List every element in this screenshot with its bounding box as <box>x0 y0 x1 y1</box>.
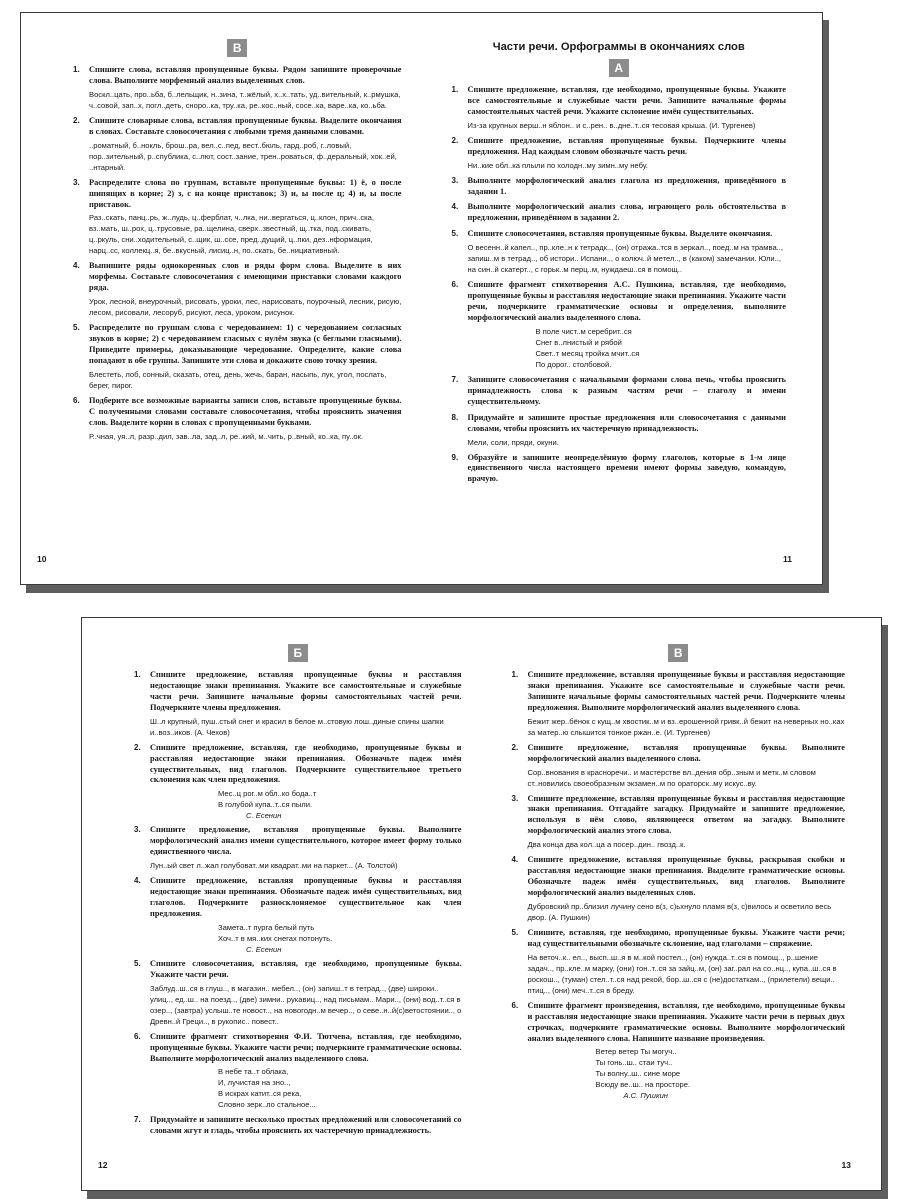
task-instruction: Спишите предложение, вставляя пропущенные буквы и расставляя недостающие знаки препинания. Обозначьте падеж имён существительных, вид глаголов. Подчеркните разносклоняемое существительное как член предложения. <box>150 876 462 918</box>
task-body <box>468 375 787 408</box>
task-body <box>89 178 402 257</box>
page-number: 12 <box>98 1160 108 1170</box>
task-body <box>528 670 846 738</box>
task-number: 9. <box>451 452 459 462</box>
poem-line: И, лучистая на зно.., <box>218 1078 291 1088</box>
task-content: Лун..ый свет л..жал голубоват..ми квадрат..ми на паркет... (А. Толстой) <box>150 861 398 871</box>
poem-fragment <box>596 1046 846 1090</box>
task-number: 1. <box>134 670 141 679</box>
task-instruction: Спишите предложение, вставляя пропущенные буквы. Выполните морфологический анализ имени существительного, которое имеет форму только единственного числа. <box>150 825 462 857</box>
task-item <box>452 453 787 486</box>
task-number: 6. <box>73 395 80 405</box>
page-13 <box>482 618 882 1190</box>
task-body <box>468 85 787 131</box>
page-12 <box>82 618 482 1190</box>
level-badge: В <box>227 39 247 57</box>
task-body <box>150 1032 462 1111</box>
task-item <box>512 1001 846 1101</box>
task-item <box>452 375 787 408</box>
task-content: Из-за крупных верш..н яблон.. и с..рен.. в..дне..т..ся тесовая крыша. (И. Тургенев) <box>467 120 756 130</box>
poem-line: Всюду ве..ш.. на просторе. <box>595 1080 691 1090</box>
task-instruction: Спишите слова, вставляя пропущенные буквы. Рядом запишите проверочные слова. Выполните морфемный анализ выделенных слов. <box>89 65 402 85</box>
poem-line: Замета..т пурга белый путь <box>218 922 315 932</box>
task-instruction: Выполните морфологический анализ слова, играющего роль обстоятельства в предложении, приведённом в задании 2. <box>467 202 786 223</box>
task-number: 3. <box>511 793 519 803</box>
task-item <box>452 136 787 171</box>
task-body <box>89 116 402 173</box>
task-number: 3. <box>73 177 80 187</box>
task-content: Бежит жер..бёнок с кущ..м хвостик..м и вз..ерошенной гривк..й бежит на неверных но..ках за матер..ю слышится тонкое ржан..е. (И. Тургенев) <box>527 716 845 737</box>
task-number: 4. <box>134 876 141 886</box>
task-number: 5. <box>451 229 459 239</box>
task-body <box>150 876 462 954</box>
task-number: 2. <box>511 742 519 752</box>
task-number: 2. <box>73 115 80 125</box>
task-item <box>134 670 462 738</box>
task-number: 5. <box>134 958 141 968</box>
task-body <box>150 743 462 821</box>
poem-fragment <box>536 326 787 370</box>
task-instruction: Распределите слова по группам, вставьте пропущенные буквы: 1) ё, о после шипящих в корне; 2) з, с на конце приставок; 3) и, ы после ц; 4) и, ы после приставок. <box>89 177 402 209</box>
top-page-spread <box>20 12 823 585</box>
task-content: Урок, лесной, внеурочный, рисовать, уроки, лес, нарисовать, поурочный, лесник, рисую, лесом, рисовали, лесоруб, рисуют, леса, уроком, рисунок. <box>89 297 402 318</box>
poem-line: Словно зерк..ло стальное... <box>218 1100 316 1110</box>
task-instruction: Спишите предложение, вставляя пропущенные буквы. Выполните морфологический анализ выделенного слова. <box>527 742 845 763</box>
task-content: Р..чная, уя..л, разр..дил, зав..ла, зад..л, ре..кий, м..чить, р..вный, ко..ка, пу..ок. <box>89 431 364 441</box>
task-instruction: Спишите, вставляя, где необходимо, пропущенные буквы. Укажите части речи; над существительными обозначьте склонение, над глаголами – спряжение. <box>527 927 845 948</box>
task-content: Ни..кие обл..ка плыли по холодн..му зимн..му небу. <box>467 160 648 170</box>
task-instruction: Выполните морфологический анализ глагола из предложения, приведённого в задании 1. <box>467 175 786 196</box>
task-number: 7. <box>451 374 459 384</box>
task-body <box>528 794 846 851</box>
task-item <box>452 202 787 224</box>
task-instruction: Спишите словосочетания, вставляя, где необходимо, пропущенные буквы. Укажите части речи. <box>150 958 462 979</box>
task-number: 1. <box>511 670 519 679</box>
task-number: 5. <box>73 323 80 333</box>
task-instruction: Спишите словарные слова, вставляя пропущенные буквы. Выделите окончания в словах. Составьте словосочетания с любыми тремя данными словами. <box>89 115 402 136</box>
poem-attribution: А.С. Пушкин <box>623 1091 668 1101</box>
task-body <box>528 743 846 789</box>
page-number: 10 <box>37 554 47 564</box>
poem-fragment <box>218 1066 462 1110</box>
poem-line: Мес..ц рог..м обл..ко бода..т <box>218 789 317 799</box>
task-content: Заблуд..ш..ся в глуш.., в магазин.. мебел.., (он) запиш..т в тетрад.., (две) широки.. улиц.., ед..ш.. на поезд.., (две) зимни.. рукавиц.., над письмам.. Мари.., (они) вод..т..ся в озер.., (завтра) услыш..те новост.., на новогодн..м вечер.., о севе..н..й(с)ветостоянии.., о Древн..й Греци.., в рукопис.. повест.. <box>150 983 462 1026</box>
task-number: 5. <box>511 927 519 937</box>
task-item <box>452 280 787 370</box>
level-badge: В <box>668 644 688 662</box>
task-item <box>134 1032 462 1111</box>
task-item <box>134 876 462 954</box>
task-body <box>468 453 787 486</box>
poem-line: В небе та..т облака, <box>218 1067 289 1077</box>
task-body <box>528 855 846 923</box>
task-number: 7. <box>134 1115 141 1125</box>
task-instruction: Придумайте и запишите простые предложения или словосочетания с данными словами, чтобы прояснить их частеречную принадлежность. <box>467 412 786 433</box>
task-number: 6. <box>511 1000 519 1010</box>
task-instruction: Спишите предложение, вставляя пропущенные буквы. Подчеркните члены предложения. Над каждым словом обозначьте часть речи. <box>467 135 786 156</box>
task-body <box>528 1001 846 1101</box>
task-body <box>150 825 462 871</box>
task-instruction: Спишите фрагмент произведения, вставляя, где необходимо, пропущенные буквы и расставляя недостающие знаки препинания. Укажите части речи в первых двух строчках, подчеркните грамматические основы. Выполните морфологический анализ выделенного слова. Напишите название произведения. <box>527 1000 845 1043</box>
task-number: 1. <box>73 65 80 74</box>
poem-line: Свет..т месяц тройка мчит..ся <box>535 348 640 358</box>
task-content: Два конца два кол..ца а посер..дин.. гвозд..к. <box>527 840 686 850</box>
page-number: 13 <box>841 1160 851 1170</box>
task-instruction: Спишите предложение, вставляя пропущенные буквы и расставляя недостающие знаки препинания. Отгадайте загадку. Придумайте и запишите предложение, используя в нём слово, являющееся ответом на загадку. Выполните морфологический анализ этого слова. <box>527 793 845 836</box>
task-item <box>73 116 402 173</box>
task-number: 6. <box>134 1031 141 1041</box>
task-number: 4. <box>451 202 459 212</box>
task-body <box>468 413 787 448</box>
poem-line: Ветер ветер Ты могуч.. <box>595 1047 677 1057</box>
task-instruction: Спишите предложение, вставляя, где необходимо, пропущенные буквы и расставляя недостающие знаки препинания. Обозначьте падеж имён существительных, вид глаголов. Подчеркните существительное третьего склонения как член предложения. <box>150 742 462 785</box>
task-content: ..роматный, б..нокль, брош..ра, вел..с..пед, вест..бюль, гард..роб, г..ловый, пор..зительный, р..спублика, с..лют, сост..зание, трен..роваться, ф..деральный, хок..ей, ..нтарный. <box>89 140 397 172</box>
poem-line: По дорог.. столбовой. <box>535 359 612 369</box>
task-body <box>468 136 787 171</box>
task-item <box>73 178 402 257</box>
task-body <box>528 928 846 996</box>
task-content: Блестеть, лоб, сонный, сказать, отец, день, жечь, баран, насыпь, лук, угол, послать, берег, пирог. <box>89 369 387 390</box>
task-content: На веточ..к.. ел.., высп..ш..я в м..кой постел.., (он) нужда..т..ся в помощ.., р..шение задач.., пр..кле..м марку, (они) гон..т..ся за зайц..м, (он) заг..рал на со..нц.., купа..ш..ся в роскош.., (туман) стел..т..ся над рекой, бор..ш..ся с (не)достаткам.., (прилетели) вещи.. птиц.., (они) меч..т..ся в бреду. <box>527 952 837 995</box>
task-content: Мели, соли, пряди, окуни. <box>467 437 559 447</box>
task-item <box>134 959 462 1027</box>
task-item <box>512 794 846 851</box>
bottom-page-spread <box>81 617 882 1191</box>
task-item <box>73 65 402 111</box>
task-number: 1. <box>451 85 459 94</box>
task-item <box>134 1115 462 1137</box>
task-item <box>452 176 787 198</box>
task-number: 6. <box>451 280 459 290</box>
poem-line: В искрах катит..ся река, <box>218 1089 302 1099</box>
task-body <box>468 202 787 224</box>
page-11 <box>422 13 823 584</box>
task-instruction: Подберите все возможные варианты записи слов, вставьте пропущенные буквы. С полученными словами составьте словосочетания, чтобы прояснить значения слов. Выделите корни в словах с пропущенными буквами. <box>89 395 402 427</box>
task-number: 3. <box>134 825 141 835</box>
task-number: 4. <box>73 261 80 271</box>
task-instruction: Спишите предложение, вставляя пропущенные буквы, раскрывая скобки и расставляя недостающие знаки препинания. Выделите грамматические основы. Обозначьте падеж имён существительных, вид глаголов. Выполните морфологический анализ выделенных слов. <box>527 855 845 897</box>
task-body <box>468 176 787 198</box>
task-content: Раз..скать, панц..рь, ж..лудь, ц..ферблат, ч..лка, ни..вергаться, ц..клон, прич..ска, вз..мать, ш..рох, ц..трусовые, ра..щелина, сверх..звестный, щ..тка, под..скивать, ц..ркуль, сни..ходительный, с..щик, ш..ссе, пред..дущий, ц..пки, дез..нформация, нарц..сс, коллекц..я, бе..вкусный, лисиц..н, по..скать, бе..нициативный. <box>89 213 374 256</box>
task-instruction: Спишите словосочетания, вставляя пропущенные буквы. Выделите окончания. <box>467 229 773 239</box>
task-item <box>73 261 402 318</box>
task-content: Воскл..цать, про..ьба, б..лельщик, н..зина, т..жёлый, х..х..тать, уд..вительный, к..рмушка, ч..совой, зап..х, погл..деть, сноро..ка, тру..ка, ре..кос..ный, сосе..ка, варе..ка, ко..ьба. <box>89 89 401 110</box>
poem-attribution: С. Есенин <box>246 811 282 821</box>
task-item <box>134 743 462 821</box>
poem-fragment <box>218 922 462 944</box>
task-content: Сор..внования в красноречи.. и мастерстве вл..дения обр..зным и метк..м словом ст..новились своеобразным экзамен..м по ораторск..му искус..ву. <box>527 767 816 788</box>
page-10 <box>21 13 422 584</box>
page-title: Части речи. Орфограммы в окончаниях слов <box>492 41 745 53</box>
task-body <box>468 229 787 275</box>
task-item <box>512 670 846 738</box>
task-body <box>468 280 787 370</box>
task-item <box>73 323 402 391</box>
task-number: 3. <box>451 175 459 185</box>
task-number: 8. <box>451 412 459 422</box>
task-item <box>452 229 787 275</box>
task-instruction: Спишите фрагмент стихотворения Ф.И. Тютчева, вставляя, где необходимо, пропущенные буквы. Укажите части речи; подчеркните грамматические основы. Выполните морфологический анализ выделенного слова. <box>150 1031 462 1063</box>
task-body <box>89 396 402 442</box>
poem-line: В голубой купа..т..ся пыли. <box>218 800 313 810</box>
task-content: Дубровский пр..близил лучину сено в(з, с)ьхнуло пламя в(з, с)вилось и осветило весь двор. (А. Пушкин) <box>527 901 832 922</box>
poem-line: Ты волну..ш.. сине море <box>595 1069 681 1079</box>
task-content: Ш..л крупный, пуш..стый снег и красил в белое м..стовую лош..диные спины шапки и..воз..иков. (А. Чехов) <box>150 716 444 737</box>
task-item <box>452 413 787 448</box>
task-content: О весенн..й капел.., пр..кле..н к тетрадк.., (он) отража..тся в зеркал.., поед..м на трамва.., запиш..м в тетрад.., об истори.. Испани.., о колюч..й метел.., в (каком) замечании. Юли.., на син..й скатерт.., с горьк..м перц..м, нуждаеш..ся в помощ.. <box>467 243 783 275</box>
task-body <box>150 1115 462 1137</box>
task-body <box>150 670 462 738</box>
task-item <box>512 743 846 789</box>
poem-fragment <box>218 788 462 810</box>
task-body <box>89 261 402 318</box>
task-item <box>134 825 462 871</box>
task-instruction: Образуйте и запишите неопределённую форму глаголов, которые в 1-м лице единственного числа настоящего времени имеют формы заведую, командую, врачую. <box>467 452 786 484</box>
task-instruction: Спишите предложение, вставляя пропущенные буквы и расставляя недостающие знаки препинания. Укажите все самостоятельные и служебные части речи. Запишите начальные формы самостоятельных частей речи. Подчеркните члены предложения. <box>150 670 462 712</box>
task-body <box>150 959 462 1027</box>
poem-attribution: С. Есенин <box>246 944 282 954</box>
task-instruction: Выпишите ряды однокоренных слов и ряды форм слова. Выделите в них морфемы. Составьте словосочетания с имеющими приставки словами каждого ряда. <box>89 261 402 293</box>
task-item <box>73 396 402 442</box>
task-item <box>512 928 846 996</box>
task-body <box>89 323 402 391</box>
level-badge: Б <box>288 644 308 662</box>
poem-line: Хоч..т в мя..ких снегах потонуть. <box>218 933 333 943</box>
poem-line: В поле чист..м серебрит..ся <box>535 326 632 336</box>
poem-line: Снег в..лнистый и рябой <box>535 337 622 347</box>
task-number: 2. <box>451 135 459 145</box>
task-instruction: Спишите фрагмент стихотворения А.С. Пушкина, вставляя, где необходимо, пропущенные буквы и расставляя недостающие знаки препинания. Укажите части речи, подчеркните грамматические основы и определения, выполните морфологический анализ выделенного слова. <box>467 280 786 322</box>
task-number: 2. <box>134 742 141 752</box>
task-number: 4. <box>511 855 519 865</box>
level-badge: А <box>609 59 629 77</box>
task-body <box>89 65 402 111</box>
task-instruction: Спишите предложение, вставляя пропущенные буквы и расставляя недостающие знаки препинания. Укажите все самостоятельные и служебные части речи. Запишите начальные формы самостоятельных частей речи. Подчеркните члены предложения. Выполните морфологический анализ выделенного слова. <box>527 670 845 712</box>
task-instruction: Запишите словосочетания с начальными формами слова печь, чтобы прояснить принадлежность слова к разным частям речи – глаголу и имени существительному. <box>467 374 786 406</box>
task-item <box>512 855 846 923</box>
task-instruction: Спишите предложение, вставляя, где необходимо, пропущенные буквы. Укажите все самостоятельные и служебные части речи. Запишите начальные формы самостоятельных частей речи. Укажите склонение имён существительных. <box>467 85 786 116</box>
task-instruction: Придумайте и запишите несколько простых предложений или словосочетаний со словами жгут и гладь, чтобы прояснить их частеречную принадлежность. <box>150 1115 462 1136</box>
page-number: 11 <box>783 554 792 564</box>
poem-line: Ты гонь..ш.. стаи туч.. <box>595 1058 673 1068</box>
task-instruction: Распределите по группам слова с чередованием: 1) с чередованием согласных звуков в корне; 2) с чередованием гласных с нулём звука (с беглыми гласными). Приведите примеры, доказывающие чередование. Определите, какие слова попадают в обе группы. Запишите эти слова и докажите свою точку зрения. <box>89 323 402 365</box>
task-item <box>452 85 787 131</box>
